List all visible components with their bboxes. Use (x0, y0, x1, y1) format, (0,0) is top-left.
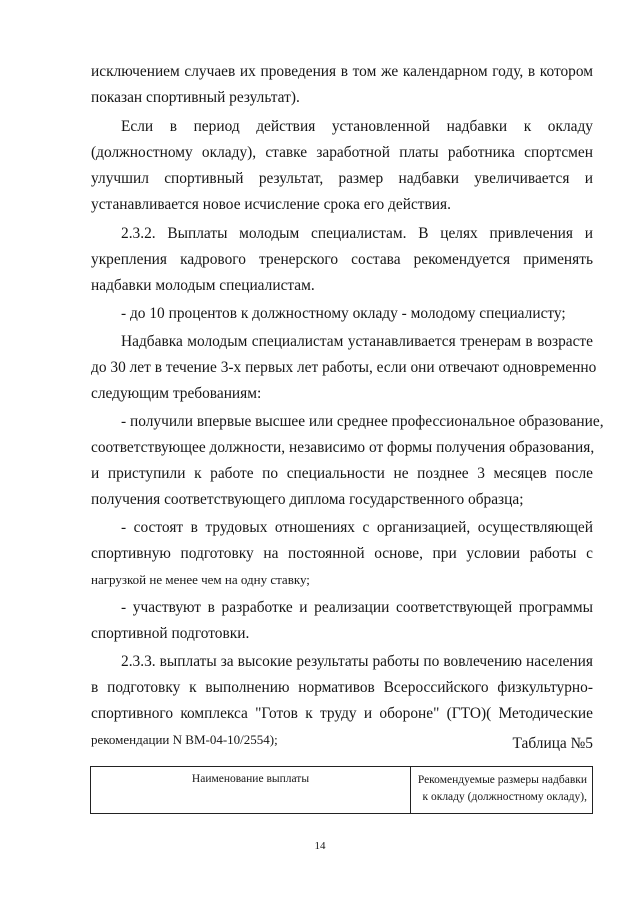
text-line: следующим требованиям: (91, 385, 262, 402)
text-line: спортивной подготовки. (91, 625, 250, 642)
text-line: соответствующее должности, независимо от формы получения образования, (91, 439, 595, 456)
text-line: (должностному окладу), ставке заработной платы работника спортсмен (91, 144, 593, 161)
text-line: получения соответствующего диплома государственного образца; (91, 491, 524, 508)
text-line: укрепления кадрового тренерского состава рекомендуется применять (91, 251, 593, 268)
text-line: рекомендации N ВМ-04-10/2554); (91, 732, 278, 747)
text-line: - состоят в трудовых отношениях с организацией, осуществляющей (121, 519, 593, 536)
text-line: исключением случаев их проведения в том же календарном году, в котором (91, 63, 593, 80)
table-header-name: Наименование выплаты (91, 767, 411, 813)
text-line: в подготовку к выполнению нормативов Всероссийского физкультурно- (91, 679, 593, 696)
text-line: спортивного комплекса "Готов к труду и обороне" (ГТО)( Методические (91, 705, 593, 722)
text-line: - получили впервые высшее или среднее профессиональное образование, (121, 413, 604, 430)
text-line: - до 10 процентов к должностному окладу - молодому специалисту; (121, 305, 566, 322)
text-line: надбавки молодым специалистам. (91, 277, 315, 294)
text-line: спортивную подготовку на постоянной основе, при условии работы с (91, 545, 593, 562)
text-line: Если в период действия установленной надбавки к окладу (121, 118, 593, 135)
text-line: 2.3.2. Выплаты молодым специалистам. В целях привлечения и (121, 225, 593, 242)
page-number: 14 (314, 840, 326, 852)
text-line: Надбавка молодым специалистам устанавливается тренерам в возрасте (121, 333, 593, 350)
table-header-rates (412, 767, 592, 813)
text-line: улучшил спортивный результат, размер надбавки увеличивается и (91, 170, 593, 187)
table-header-rates-line: Рекомендуемые размеры надбавки (417, 774, 587, 786)
text-line: показан спортивный результат). (91, 89, 300, 106)
text-line: до 30 лет в течение 3-х первых лет работы, если они отвечают одновременно (91, 359, 597, 376)
text-line: - участвуют в разработке и реализации соответствующей программы (121, 599, 593, 616)
table-title: Таблица №5 (512, 735, 593, 752)
text-line: нагрузкой не менее чем на одну ставку; (91, 572, 310, 587)
table (90, 766, 593, 814)
text-line: 2.3.3. выплаты за высокие результаты работы по вовлечению населения (121, 653, 593, 670)
text-line: устанавливается новое исчисление срока его действия. (91, 196, 451, 213)
table-header-rates-line: к окладу (должностному окладу), (422, 791, 587, 803)
text-line: и приступили к работе по специальности не позднее 3 месяцев после (91, 465, 593, 482)
